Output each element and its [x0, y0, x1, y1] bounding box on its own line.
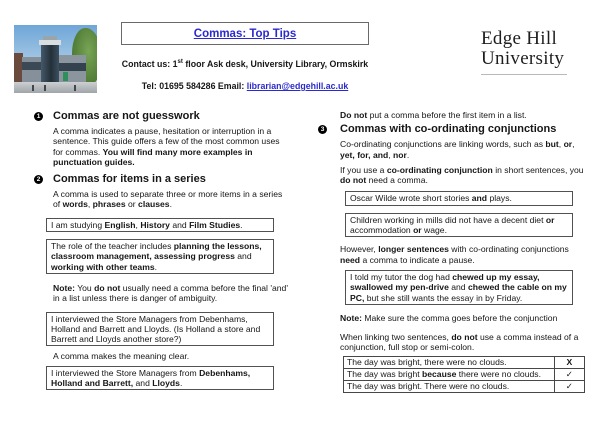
tower-roof: [43, 36, 57, 40]
edgehill-university-logo: [481, 29, 567, 75]
title-box: [121, 22, 369, 45]
section-3-paragraph: However, longer sentences with co-ordinating conjunctions need a comma to indicate a pause.: [340, 244, 569, 265]
table-row: [344, 380, 585, 392]
table-sentence-cell: The day was bright because there were no clouds.: [344, 368, 555, 380]
example-box: I told my tutor the dog had chewed up my essay, swallowed my pen-drive and chewed the cable on my PC, but she still wants the essay in by Friday.: [345, 270, 573, 305]
ordinal-superscript: st: [177, 59, 183, 66]
note-paragraph: Note: Make sure the comma goes before the conjunction: [340, 312, 558, 323]
example-box: I interviewed the Store Managers from Debenhams, Holland and Barrett and Lloyds. (Is Holland a store and Barrett and Lloyds another store?): [46, 312, 274, 347]
check-mark-icon: ✓: [554, 368, 584, 380]
logo-underline: [481, 74, 567, 75]
example-box: I am studying English, History and Film Studies.: [46, 218, 274, 232]
tel-email-line: Tel: 01695 584286 Email: librarian@edgehill.ac.uk: [141, 81, 349, 91]
section-3-paragraph: When linking two sentences, do not use a comma instead of a conjunction, full stop or semi-colon.: [340, 332, 579, 353]
email-link[interactable]: librarian@edgehill.ac.uk: [246, 81, 349, 91]
section-heading-3: 3 Commas with co-ordinating conjunctions: [340, 123, 585, 136]
list-rule-paragraph: Do not put a comma before the first item in a list.: [340, 110, 527, 120]
example-box: The role of the teacher includes planning the lessons, classroom management, assessing progress and working with other teams.: [46, 239, 274, 274]
section-heading-1: 1 Commas are not guesswork: [53, 110, 288, 123]
left-column: [36, 110, 288, 397]
check-mark-icon: ✓: [554, 380, 584, 392]
tower-cap: [39, 40, 61, 45]
example-box: I interviewed the Store Managers from Debenhams, Holland and Barrett, and Lloyds.: [46, 366, 274, 391]
table-sentence-cell: The day was bright, there were no clouds.: [344, 356, 555, 368]
comparison-table: [343, 356, 585, 393]
pavement: [14, 82, 97, 93]
logo-line-1: Edge Hill: [481, 28, 558, 49]
glass-tower: [41, 43, 59, 82]
entrance-door: [63, 72, 68, 81]
library-building-photo: [14, 25, 97, 93]
note-paragraph: Note: You do not usually need a comma before the final 'and' in a list unless there is danger of ambiguity.: [53, 282, 288, 304]
pedestrian: [74, 85, 76, 91]
pedestrian: [32, 85, 34, 91]
pedestrian: [44, 85, 46, 91]
section-heading-2: 2 Commas for items in a series: [53, 173, 288, 186]
section-1-paragraph: A comma indicates a pause, hesitation or interruption in a sentence. This guide offers a few of the most common uses for commas. You will find many more examples in punctuation guides.: [53, 126, 280, 167]
section-number-1-icon: 1: [34, 112, 43, 121]
section-number-2-icon: 2: [34, 175, 43, 184]
building-window-band: [59, 63, 86, 71]
title-link[interactable]: Commas: Top Tips: [193, 27, 297, 40]
right-column: [320, 110, 585, 393]
example-box: Children working in mills did not have a decent diet or accommodation or wage.: [345, 213, 573, 238]
section-2-paragraph: A comma is used to separate three or more items in a series of words, phrases or clauses.: [53, 189, 283, 210]
table-row: [344, 368, 585, 380]
table-row: [344, 356, 585, 368]
logo-line-2: University: [481, 48, 565, 69]
section-3-paragraph: If you use a co-ordinating conjunction in short sentences, you do not need a comma.: [340, 164, 584, 186]
cross-mark-icon: X: [554, 356, 584, 368]
contact-line: Contact us: 1st floor Ask desk, University Library, Ormskirk: [121, 59, 369, 69]
caption-paragraph: A comma makes the meaning clear.: [53, 351, 190, 362]
table-sentence-cell: The day was bright. There were no clouds.: [344, 380, 555, 392]
section-number-3-icon: 3: [318, 125, 327, 134]
example-box: Oscar Wilde wrote short stories and plays.: [345, 191, 573, 205]
section-3-paragraph: Co-ordinating conjunctions are linking words, such as but, or, yet, for, and, nor.: [340, 139, 575, 160]
